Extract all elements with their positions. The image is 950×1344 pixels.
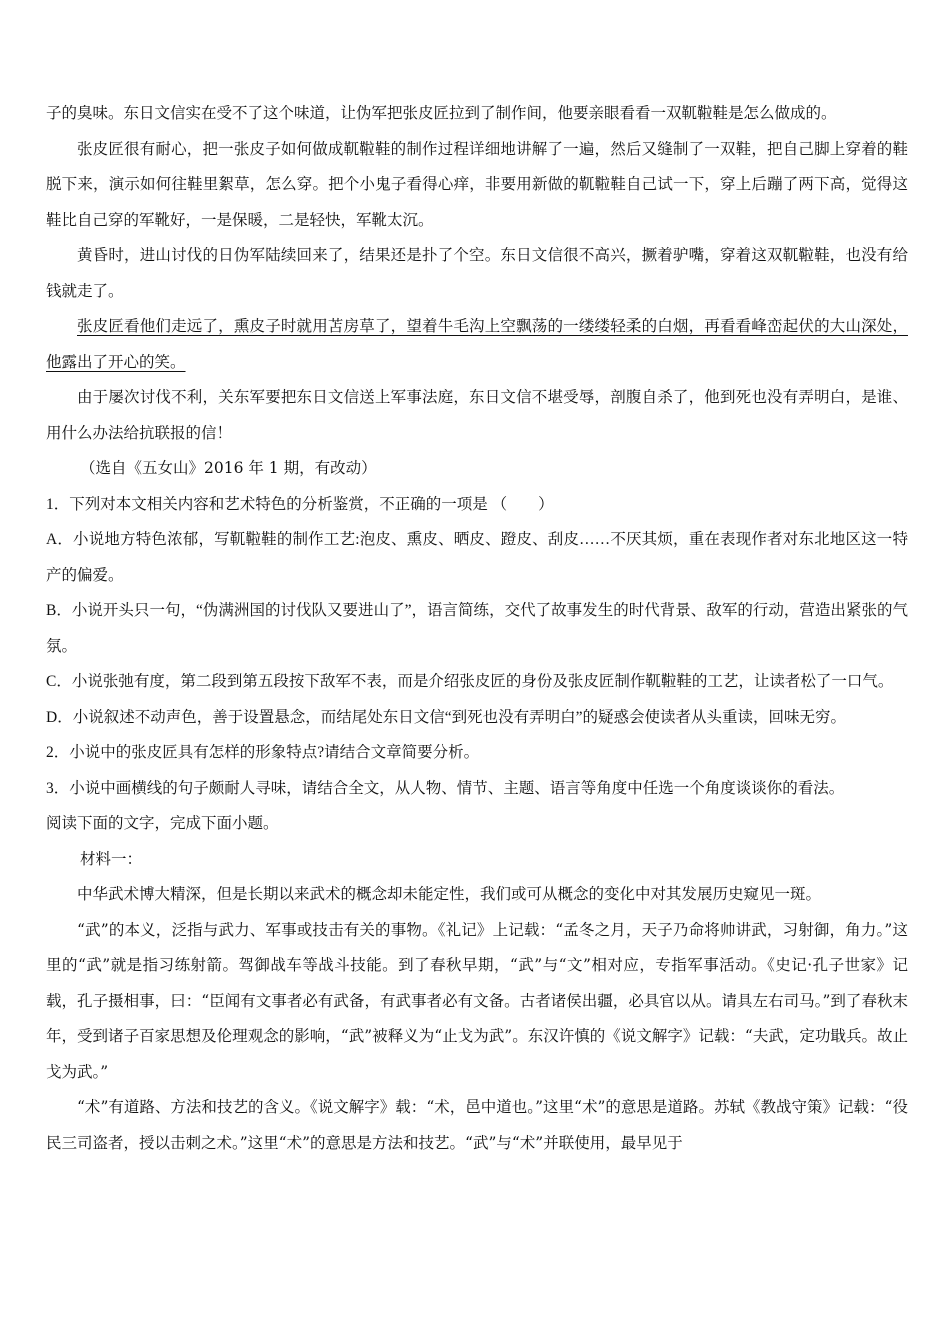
story-paragraph: 黄昏时，进山讨伐的日伪军陆续回来了，结果还是扑了个空。东日文信很不高兴，撅着驴嘴，穿着这双靰鞡鞋，也没有给钱就走了。 xyxy=(46,246,908,300)
option-b: B．小说开头只一句，“伪满洲国的讨伐队又要进山了”，语言简练，交代了故事发生的时代背景、敌军的行动，营造出紧张的气氛。 xyxy=(46,602,908,655)
story-paragraph: 张皮匠很有耐心，把一张皮子如何做成靰鞡鞋的制作过程详细地讲解了一遍，然后又缝制了一双鞋，把自己脚上穿着的鞋脱下来，演示如何往鞋里絮草，怎么穿。把个小鬼子看得心痒，非要用新做的靰鞡鞋自己试一下，穿上后蹦了两下高，觉得这鞋比自己穿的军靴好，一是保暖，二是轻快，军靴太沉。 xyxy=(46,139,908,229)
material-paragraph: “术”有道路、方法和技艺的含义。《说文解字》载：“术，邑中道也。”这里“术”的意思是道路。苏轼《教战守策》记载：“役民三司盗者，授以击刺之术。”这里“术”的意思是方法和技艺。“武”与“术”并联使用，最早见于 xyxy=(46,1098,908,1152)
question-2: 2．小说中的张皮匠具有怎样的形象特点?请结合文章简要分析。 xyxy=(46,744,480,761)
question-3: 3．小说中画横线的句子颇耐人寻味，请结合全文，从人物、情节、主题、语言等角度中任选一个角度谈谈你的看法。 xyxy=(46,779,845,797)
material-paragraph: “武”的本义，泛指与武力、军事或技击有关的事物。《礼记》上记载：“孟冬之月，天子乃命将帅讲武，习射御，角力。”这里的“武”就是指习练射箭。驾御战车等战斗技能。到了春秋早期，“武”与“文”相对应，专指军事活动。《史记·孔子世家》记载，孔子摄相事，曰：“臣闻有文事者必有武备，有武事者必有文备。古者诸侯出疆，必具官以从。请具左右司马。”到了春秋末年，受到诸子百家思想及伦理观念的影响，“武”被释义为“止戈为武”。东汉许慎的《说文解字》记载：“夫武，定功戢兵。故止戈为武。” xyxy=(46,920,908,1081)
option-c: C．小说张弛有度，第二段到第五段按下敌军不表，而是介绍张皮匠的身份及张皮匠制作靰鞡鞋的工艺，让读者松了一口气。 xyxy=(46,673,894,690)
underlined-sentence xyxy=(46,309,908,380)
option-d: D．小说叙述不动声色，善于设置悬念，而结尾处东日文信“到死也没有弄明白”的疑惑会使读者从头重读，回味无穷。 xyxy=(46,708,846,726)
story-paragraph: 由于屡次讨伐不利，关东军要把东日文信送上军事法庭，东日文信不堪受辱，剖腹自杀了，他到死也没有弄明白，是谁、用什么办法给抗联报的信！ xyxy=(46,388,908,442)
underlined-text: 张皮匠看他们走远了，熏皮子时就用苫房草了，望着牛毛沟上空飘荡的一缕缕轻柔的白烟，再看看峰峦起伏的大山深处，他露出了开心的笑。 xyxy=(46,317,908,371)
story-paragraph: 子的臭味。东日文信实在受不了这个味道，让伪军把张皮匠拉到了制作间，他要亲眼看看一双靰鞡鞋是怎么做成的。 xyxy=(46,104,837,122)
material-paragraph: 中华武术博大精深，但是长期以来武术的概念却未能定性，我们或可从概念的变化中对其发展历史窥见一斑。 xyxy=(77,885,822,903)
question-1: 1．下列对本文相关内容和艺术特色的分析鉴赏，不正确的一项是 （ ） xyxy=(46,495,554,513)
material-label: 材料一： xyxy=(80,849,143,868)
document-page xyxy=(46,96,908,1161)
source-citation: （选自《五女山》2016 年 1 期，有改动） xyxy=(80,459,377,477)
option-a: A．小说地方特色浓郁，写靰鞡鞋的制作工艺:泡皮、熏皮、晒皮、蹬皮、刮皮……不厌其烦，重在表现作者对东北地区这一特产的偏爱。 xyxy=(46,531,908,584)
reading-instruction: 阅读下面的文字，完成下面小题。 xyxy=(46,815,279,832)
